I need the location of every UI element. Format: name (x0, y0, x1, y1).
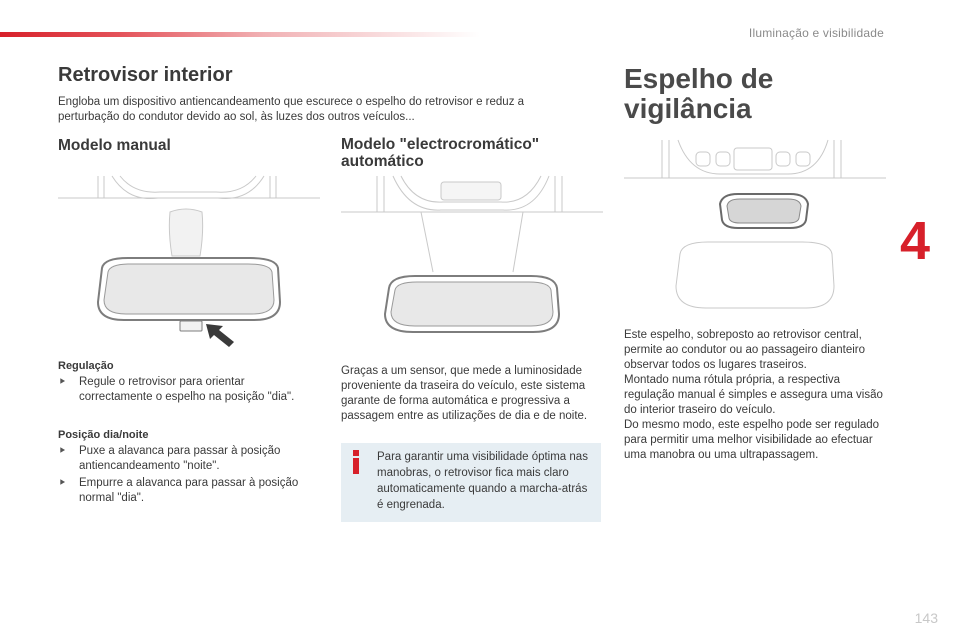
surveillance-mirror-shape (720, 194, 808, 228)
section-title: Retrovisor interior (58, 64, 233, 86)
vanity-mirror-title: Espelho de vigilância (624, 63, 774, 124)
auto-mirror-illustration (341, 172, 603, 350)
daynight-item: ⯈ Puxe a alavanca para passar à posição antiencandeamento "noite". (58, 445, 281, 472)
arrow-bullet-icon: ⯈ (58, 446, 66, 457)
adjust-item: ⯈ Regule o retrovisor para orientar correctamente o espelho na posição "dia". (58, 376, 295, 403)
vanity-paragraph: Do mesmo modo, este espelho pode ser regulado para permitir uma melhor visibilidade ao efectuar uma manobra ou uma ultrapassagem. (624, 419, 880, 461)
manual-mirror-illustration (58, 172, 320, 350)
info-note (341, 443, 601, 522)
arrow-bullet-icon: ⯈ (58, 478, 66, 489)
vanity-paragraph: Montado numa rótula própria, a respectiva regulação manual é simples e assegura uma visão do interior traseiro do veículo. (624, 374, 883, 416)
page-number: 143 (914, 610, 938, 626)
auto-model-title: Modelo "electrocromático" automático (341, 136, 540, 170)
manual-model-title: Modelo manual (58, 137, 171, 154)
info-icon (350, 449, 362, 475)
section-intro: Engloba um dispositivo antiencandeamento que escurece o espelho do retrovisor e reduz a perturbação do condutor devido ao sol, às luzes dos outros veículos... (58, 96, 525, 123)
chapter-number: 4 (900, 211, 931, 271)
daynight-heading: Posição dia/noite (58, 429, 149, 441)
vanity-description (624, 328, 886, 463)
lever-arrow-icon (206, 324, 234, 347)
vanity-paragraph: Este espelho, sobreposto ao retrovisor central, permite ao condutor ou ao passageiro dianteiro observar todos os lugares traseiros. (624, 329, 866, 371)
arrow-bullet-icon: ⯈ (58, 377, 66, 388)
chapter-title: Iluminação e visibilidade (748, 26, 884, 40)
auto-description: Graças a um sensor, que mede a luminosidade proveniente da traseira do veículo, este sistema garante de forma automática e progressiva a passagem entre as utilizações de dia e de noite. (341, 365, 588, 422)
adjust-heading: Regulação (58, 360, 114, 372)
vanity-mirror-illustration (624, 136, 886, 320)
daynight-item: ⯈ Empurre a alavanca para passar à posição normal "dia". (58, 477, 299, 504)
header-accent-bar (0, 32, 480, 37)
info-text: Para garantir uma visibilidade óptima nas manobras, o retrovisor fica mais claro automaticamente quando a marcha-atrás é engrenada. (377, 451, 588, 511)
